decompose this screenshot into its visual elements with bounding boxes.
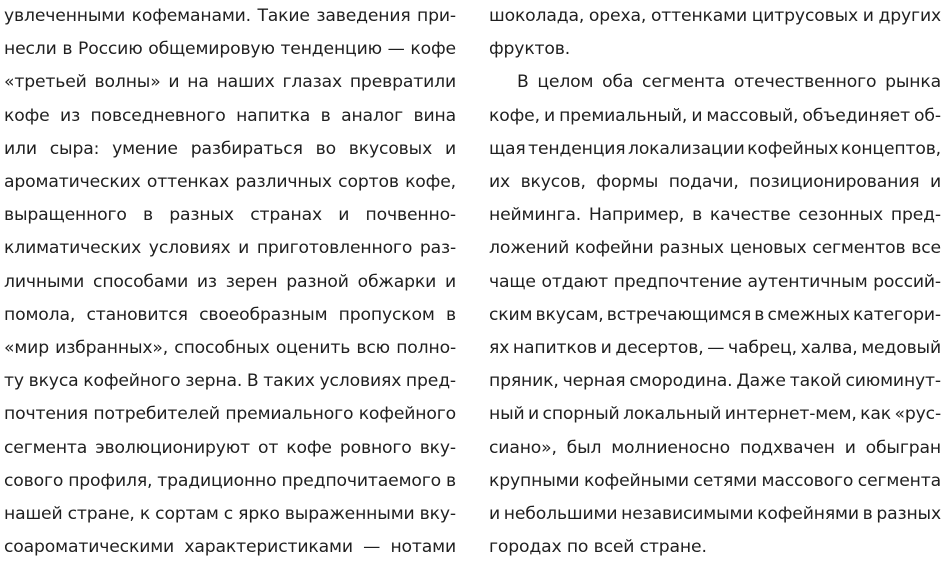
text-line bbox=[4, 463, 456, 499]
word: в bbox=[62, 39, 73, 60]
word: почтения bbox=[4, 404, 89, 425]
word: почвенно- bbox=[365, 205, 456, 226]
word: встречающимся bbox=[606, 304, 752, 325]
word: общемировую bbox=[148, 39, 275, 60]
word: был bbox=[566, 437, 602, 458]
word: раз- bbox=[419, 238, 456, 259]
word: чабрец, bbox=[728, 338, 797, 358]
word: сиюминут- bbox=[845, 371, 941, 392]
word: из bbox=[60, 105, 81, 126]
word: превратили bbox=[349, 72, 456, 93]
word: десертов, bbox=[615, 338, 704, 358]
text-line bbox=[489, 363, 941, 399]
word: увлеченными bbox=[4, 6, 126, 26]
text-line bbox=[489, 197, 941, 233]
word: в bbox=[143, 205, 154, 226]
word: потребителей bbox=[93, 404, 220, 425]
word: во bbox=[315, 138, 336, 159]
word: «третьей bbox=[4, 72, 87, 93]
word: вкуса bbox=[28, 371, 79, 392]
word: ценовых bbox=[729, 238, 807, 259]
word: сегментов bbox=[812, 238, 906, 259]
word: интернет-мем, bbox=[724, 404, 857, 425]
word: разбираться bbox=[190, 138, 303, 159]
word: напитков bbox=[512, 338, 597, 358]
word: повседневного bbox=[90, 105, 226, 126]
word: различных bbox=[235, 172, 332, 192]
text-line: фруктов. bbox=[489, 39, 571, 60]
word: медовый bbox=[861, 338, 941, 358]
word: и bbox=[444, 271, 456, 292]
word: от bbox=[258, 437, 279, 458]
word: кофейни bbox=[574, 238, 654, 259]
word: небольшими bbox=[503, 504, 618, 524]
word: соароматическими bbox=[4, 537, 175, 558]
word: умение bbox=[112, 138, 178, 159]
word: премиальный, bbox=[559, 105, 688, 126]
word: щая bbox=[489, 138, 526, 159]
word: черная bbox=[562, 371, 626, 392]
word: заведения bbox=[316, 6, 411, 26]
word: концептов, bbox=[840, 138, 941, 159]
word: зерна. bbox=[185, 371, 243, 392]
word: и bbox=[489, 504, 501, 524]
word: пряник, bbox=[489, 371, 559, 392]
word: сыра: bbox=[49, 138, 100, 159]
word: — bbox=[387, 39, 405, 60]
word: разной bbox=[286, 271, 349, 292]
word: кофеманами. bbox=[131, 6, 251, 26]
word: таких bbox=[263, 371, 315, 392]
word: тенденцию bbox=[280, 39, 382, 60]
word: их bbox=[489, 172, 511, 192]
word: сортам bbox=[155, 504, 219, 524]
word: климатических bbox=[4, 238, 142, 259]
text-line bbox=[489, 396, 941, 432]
word: сегмента bbox=[4, 437, 88, 458]
word: ту bbox=[4, 371, 24, 392]
word: в bbox=[445, 470, 456, 491]
word: к bbox=[139, 504, 151, 524]
word: кофе, bbox=[405, 172, 456, 192]
word: категори- bbox=[853, 304, 941, 325]
word: сового bbox=[4, 470, 64, 491]
word: эволюционируют bbox=[95, 437, 250, 458]
word: смородина. bbox=[629, 371, 733, 392]
word: смежных bbox=[767, 304, 850, 325]
word: обыгран bbox=[865, 437, 941, 458]
word: всю bbox=[356, 338, 390, 358]
word: Россию bbox=[78, 39, 143, 60]
word: независимыми bbox=[621, 504, 754, 524]
word: оба bbox=[602, 72, 634, 93]
word: и bbox=[543, 105, 555, 126]
word: и bbox=[238, 238, 250, 259]
word: россий- bbox=[873, 271, 941, 292]
word: и bbox=[600, 338, 612, 358]
word: кофейного bbox=[83, 371, 181, 392]
word: качестве bbox=[709, 205, 791, 226]
word: зерен bbox=[225, 271, 278, 292]
word: и bbox=[862, 6, 874, 26]
word: оттенках bbox=[146, 172, 230, 192]
word: премиального bbox=[225, 404, 354, 425]
text-line bbox=[489, 230, 941, 266]
word: массовый, bbox=[706, 105, 799, 126]
word: халва, bbox=[800, 338, 858, 358]
word: объединяет bbox=[802, 105, 910, 126]
word: других bbox=[878, 6, 941, 26]
word: сегмента bbox=[857, 470, 941, 491]
word: помола, bbox=[4, 304, 76, 325]
text-line bbox=[4, 363, 456, 399]
text-line bbox=[4, 330, 456, 366]
text-line bbox=[4, 297, 456, 333]
word: локализации bbox=[627, 138, 745, 159]
word: из bbox=[196, 271, 217, 292]
word: аналог bbox=[341, 105, 404, 126]
word: оценить bbox=[275, 338, 351, 358]
text-line bbox=[4, 31, 456, 67]
word: ложений bbox=[489, 238, 570, 259]
word: «мир bbox=[4, 338, 49, 358]
word: такой bbox=[789, 371, 842, 392]
text-line bbox=[489, 98, 941, 134]
word: оттенками bbox=[650, 6, 747, 26]
word: сетями bbox=[693, 470, 758, 491]
word: в bbox=[692, 205, 703, 226]
word: формы bbox=[596, 172, 659, 192]
text-line bbox=[489, 164, 941, 200]
word: — bbox=[707, 338, 725, 358]
word: — bbox=[363, 537, 381, 558]
word: как bbox=[860, 404, 892, 425]
word: кофе bbox=[4, 105, 50, 126]
word: способных bbox=[174, 338, 270, 358]
word: ях bbox=[489, 338, 510, 358]
word: ским bbox=[489, 304, 533, 325]
word: Такие bbox=[257, 6, 310, 26]
text-line bbox=[4, 164, 456, 200]
word: кофейнями bbox=[757, 504, 859, 524]
word: своеобразным bbox=[199, 304, 328, 325]
text-line bbox=[4, 98, 456, 134]
word: кофе bbox=[410, 39, 456, 60]
word: вкусов, bbox=[520, 172, 586, 192]
right-text-column bbox=[489, 0, 941, 560]
word: кофейного bbox=[358, 404, 456, 425]
text-line bbox=[517, 64, 941, 100]
word: наших bbox=[216, 72, 275, 93]
word: В bbox=[517, 72, 529, 93]
word: предпочтение bbox=[613, 271, 742, 292]
word: кофейных bbox=[747, 138, 839, 159]
word: выращенного bbox=[4, 205, 127, 226]
word: кофейными bbox=[583, 470, 689, 491]
word: рынка bbox=[885, 72, 941, 93]
word: массового bbox=[761, 470, 854, 491]
word: Даже bbox=[736, 371, 786, 392]
word: чаще bbox=[489, 271, 536, 292]
text-line bbox=[489, 0, 941, 34]
word: волны» bbox=[94, 72, 161, 93]
word: становится bbox=[86, 304, 188, 325]
word: нашей bbox=[4, 504, 63, 524]
word: нейминга. bbox=[489, 205, 582, 226]
word: вина bbox=[413, 105, 456, 126]
text-line bbox=[4, 496, 456, 532]
word: избранных», bbox=[55, 338, 169, 358]
word: позиционирования bbox=[749, 172, 920, 192]
word: и bbox=[691, 105, 703, 126]
word: кофе, bbox=[489, 105, 540, 126]
word: и bbox=[168, 72, 180, 93]
word: вкусовых bbox=[348, 138, 433, 159]
word: ровного bbox=[339, 437, 412, 458]
text-line bbox=[489, 131, 941, 167]
word: предпочитаемого bbox=[281, 470, 442, 491]
word: сиано», bbox=[489, 437, 557, 458]
word: ароматических bbox=[4, 172, 141, 192]
word: при- bbox=[417, 6, 456, 26]
word: подачи, bbox=[668, 172, 739, 192]
word: глазах bbox=[282, 72, 343, 93]
text-line bbox=[4, 197, 456, 233]
text-line bbox=[489, 430, 941, 466]
word: полно- bbox=[396, 338, 456, 358]
word: сортов bbox=[338, 172, 399, 192]
word: и bbox=[528, 404, 540, 425]
word: «рус- bbox=[894, 404, 941, 425]
text-line bbox=[4, 64, 456, 100]
word: ореха, bbox=[588, 6, 647, 26]
word: разных bbox=[659, 238, 724, 259]
word: традиционно bbox=[157, 470, 277, 491]
word: способами bbox=[93, 271, 189, 292]
text-line bbox=[489, 330, 941, 366]
word: отечественного bbox=[733, 72, 877, 93]
word: тенденция bbox=[528, 138, 626, 159]
text-line: городах по всей стране. bbox=[489, 537, 707, 558]
text-line bbox=[489, 297, 941, 333]
word: сегмента bbox=[642, 72, 726, 93]
word: все bbox=[911, 238, 941, 259]
word: целом bbox=[537, 72, 594, 93]
word: В bbox=[246, 371, 259, 392]
word: стране, bbox=[67, 504, 135, 524]
word: ярко bbox=[238, 504, 280, 524]
word: в bbox=[754, 304, 765, 325]
word: Например, bbox=[588, 205, 685, 226]
text-line bbox=[4, 264, 456, 300]
word: локальный bbox=[623, 404, 722, 425]
word: обжарки bbox=[357, 271, 437, 292]
word: пропуском bbox=[338, 304, 435, 325]
word: и bbox=[844, 437, 856, 458]
word: молниеносно bbox=[611, 437, 730, 458]
word: об- bbox=[914, 105, 941, 126]
word: сезонных bbox=[798, 205, 884, 226]
word: в bbox=[445, 304, 456, 325]
word: в bbox=[862, 504, 873, 524]
word: разных bbox=[876, 504, 941, 524]
word: с bbox=[223, 504, 234, 524]
word: вку- bbox=[419, 504, 456, 524]
word: условиях bbox=[319, 371, 402, 392]
word: и bbox=[929, 172, 941, 192]
word: профиля, bbox=[68, 470, 153, 491]
word: на bbox=[187, 72, 209, 93]
word: и bbox=[444, 138, 456, 159]
word: отдают bbox=[541, 271, 609, 292]
word: выраженными bbox=[284, 504, 415, 524]
word: крупными bbox=[489, 470, 580, 491]
word: аутентичным bbox=[747, 271, 868, 292]
text-line bbox=[4, 430, 456, 466]
word: приготовленного bbox=[256, 238, 413, 259]
word: и bbox=[338, 205, 350, 226]
word: странах bbox=[250, 205, 322, 226]
word: или bbox=[4, 138, 37, 159]
word: условиях bbox=[148, 238, 231, 259]
text-line bbox=[489, 463, 941, 499]
word: спорный bbox=[542, 404, 620, 425]
text-line bbox=[4, 230, 456, 266]
text-line bbox=[4, 131, 456, 167]
word: кофе bbox=[286, 437, 332, 458]
word: разных bbox=[169, 205, 234, 226]
word: нотами bbox=[390, 537, 456, 558]
word: напитка bbox=[236, 105, 311, 126]
word: вкусам, bbox=[535, 304, 604, 325]
text-line bbox=[489, 496, 941, 532]
word: в bbox=[320, 105, 331, 126]
word: цитрусовых bbox=[751, 6, 859, 26]
word: пред- bbox=[405, 371, 456, 392]
left-text-column bbox=[4, 0, 456, 560]
word: шоколада, bbox=[489, 6, 585, 26]
word: вку- bbox=[419, 437, 456, 458]
word: характеристиками bbox=[184, 537, 353, 558]
text-line bbox=[4, 0, 456, 34]
text-line bbox=[4, 396, 456, 432]
word: ный bbox=[489, 404, 525, 425]
word: подхвачен bbox=[739, 437, 835, 458]
word: личными bbox=[4, 271, 85, 292]
word: несли bbox=[4, 39, 57, 60]
text-line bbox=[489, 264, 941, 300]
word: пред- bbox=[890, 205, 941, 226]
